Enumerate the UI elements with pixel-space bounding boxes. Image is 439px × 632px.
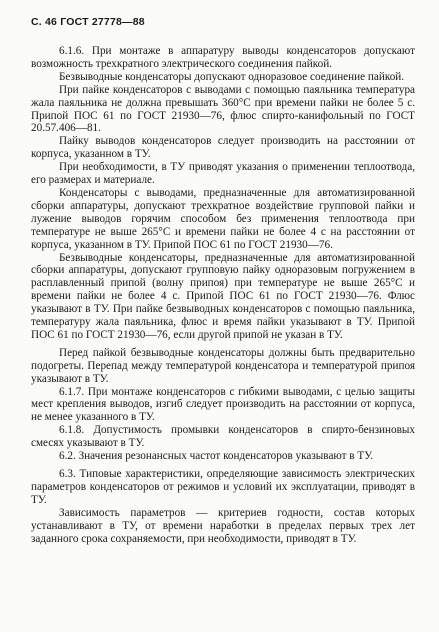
paragraph-solder-distance: Пайку выводов конденсаторов следует производить на расстоянии от корпуса, указанном в ТУ.	[31, 135, 415, 161]
paragraph-6-1-7: 6.1.7. При монтаже конденсаторов с гибкими выводами, с целью защиты мест крепления выводов, изгиб следует производить на расстоянии от корпуса, не менее указанного в ТУ.	[31, 385, 415, 424]
paragraph-leadless-soldering: Безвыводные конденсаторы допускают одноразовое соединение пайкой.	[59, 70, 405, 83]
paragraph-leadless-automated: Безвыводные конденсаторы, предназначенные для автоматизированной сборки аппаратуры, допускают групповую пайку одноразовым погружением в расплавленный припой (волну припоя) при температуре не выше 265°С и времени пайки не более 4 с. Припой ПОС 61 по ГОСТ 21930—76. Флюс указывают в ТУ. При пайке безвыводных конденсаторов с помощью паяльника, температуру жала паяльника, флюс и время пайки указывают в ТУ. Припой ПОС 61 по ГОСТ 21930—76, если другой припой не указан в ТУ.	[31, 251, 415, 341]
paragraph-parameter-dependency: Зависимость параметров — критериев годности, состав которых устанавливают в ТУ, от времени наработки в пределах первых трех лет заданного срока сохраняемости, при необходимости, приводят в ТУ.	[31, 506, 415, 545]
document-body	[31, 45, 415, 545]
paragraph-heat-sink: При необходимости, в ТУ приводят указания о применении теплоотвода, его размерах и материале.	[31, 161, 415, 187]
paragraph-6-1-6: 6.1.6. При монтаже в аппаратуру выводы конденсаторов допускают возможность трехкратного электрического соединения пайкой.	[31, 45, 415, 70]
paragraph-6-3: 6.3. Типовые характеристики, определяющие зависимость электрических параметров конденсаторов от режимов и условий их эксплуатации, приводят в ТУ.	[31, 468, 415, 506]
paragraph-automated-assembly: Конденсаторы с выводами, предназначенные для автоматизированной сборки аппаратуры, допускают трехкратное воздействие групповой пайки и лужение выводов горячим способом без применения теплоотвода при температуре не выше 265°С и времени пайки не более 4 с на расстоянии от корпуса, указанном в ТУ. Припой ПОС 61 по ГОСТ 21930—76.	[31, 186, 415, 251]
paragraph-iron-temperature: При пайке конденсаторов с выводами с помощью паяльника температура жала паяльника не должна превышать 360°С при времени пайки не более 5 с. Припой ПОС 61 по ГОСТ 21930—76, флюс спирто-канифольный по ГОСТ 20.57.406—81.	[31, 83, 415, 135]
paragraph-preheat: Перед пайкой безвыводные конденсаторы должны быть предварительно подогреты. Перепад между температурой конденсатора и температурой припоя указывают в ТУ.	[31, 346, 415, 385]
paragraph-6-1-8: 6.1.8. Допустимость промывки конденсаторов в спирто-бензиновых смесях указывают в ТУ.	[31, 424, 415, 450]
page-header: С. 46 ГОСТ 27778—88	[31, 16, 145, 28]
paragraph-6-2: 6.2. Значения резонансных частот конденсаторов указывают в ТУ.	[59, 450, 374, 463]
